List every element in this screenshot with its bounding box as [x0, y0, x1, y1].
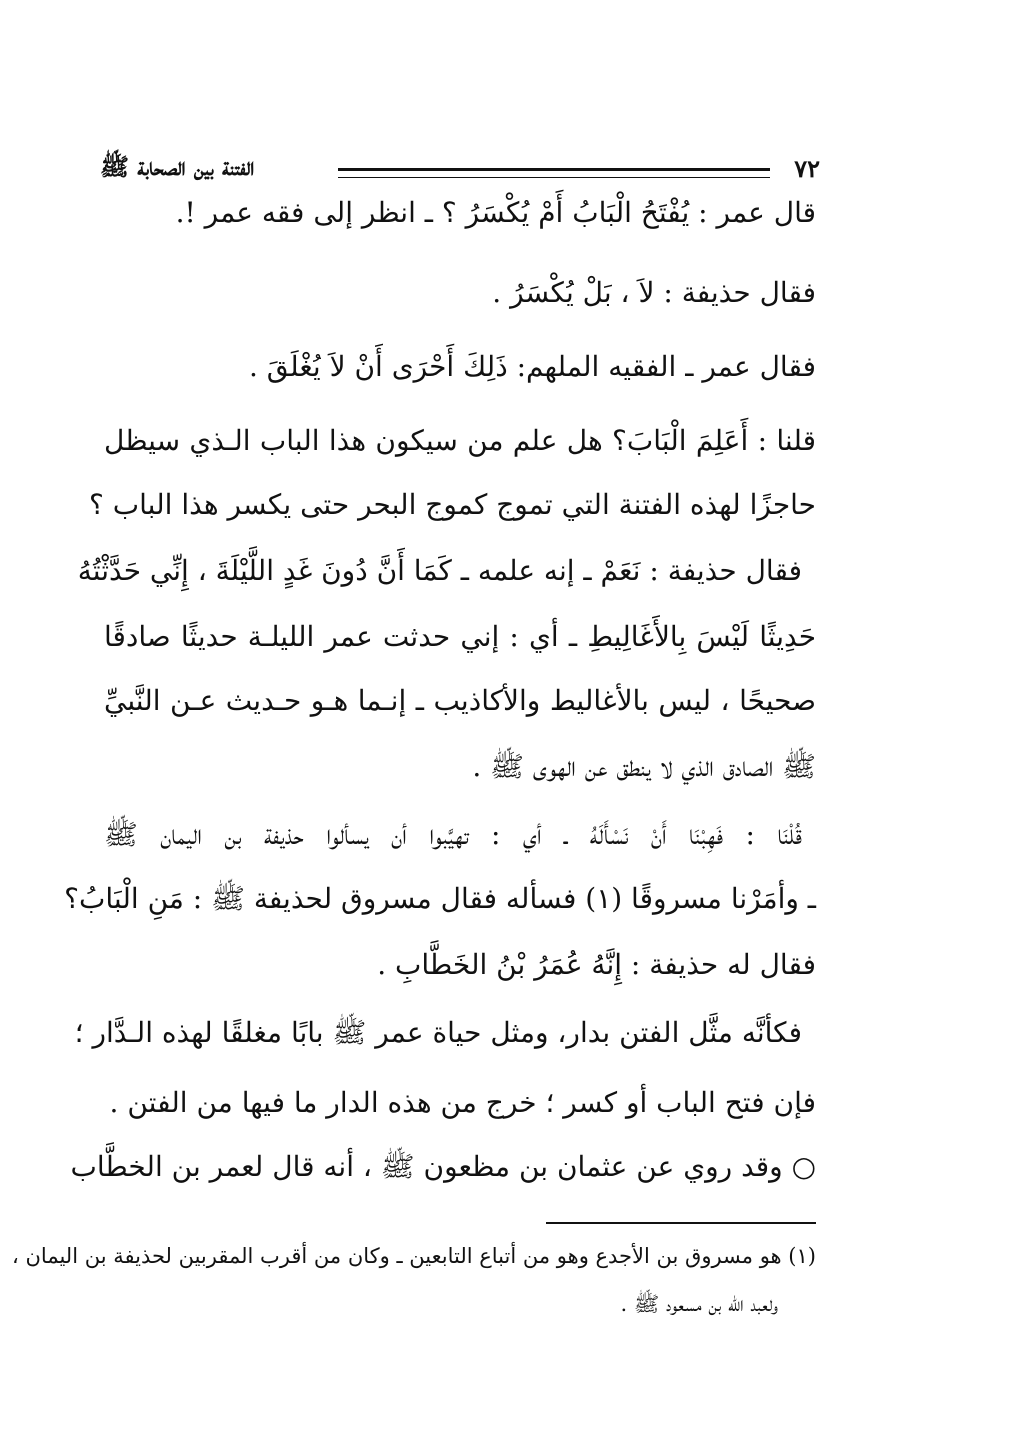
- text-line: قلنا : أَعَلِمَ الْبَابَ؟ هل علم من سيكون هذا الباب الـذي سيظل: [104, 424, 816, 457]
- text-line: فكأنَّه مثَّل الفتن بدار، ومثل حياة عمر ﷺ بابًا مغلقًا لهذه الـدَّار ؛: [74, 1016, 802, 1049]
- text-line: قال عمر : يُفْتَحُ الْبَابُ أَمْ يُكْسَرُ ؟ ـ انظر إلى فقه عمر !.: [175, 196, 816, 229]
- text-line: فقال له حذيفة : إِنَّهُ عُمَرُ بْنُ الخَطَّابِ .: [377, 948, 816, 981]
- text-line: قُلْنَا : فَهِبْنَا أَنْ نَسْأَلَهُ ـ أي : تهيَّبوا أن يسألوا حذيفة بن اليمان ﷺ: [104, 818, 802, 851]
- text-line: فقال حذيفة : نَعَمْ ـ إنه علمه ـ كَمَا أَنَّ دُونَ غَدٍ اللَّيْلَةَ ، إِنِّي حَدَّثْتُهُ: [77, 554, 802, 587]
- footnote-line: ولعبد الله بن مسعود ﷺ .: [620, 1292, 778, 1316]
- footnote: [12, 1232, 816, 1328]
- header-rule: [338, 168, 770, 178]
- page-number: ٧٢: [794, 154, 820, 183]
- running-title: الفتنة بين الصحابة ﷺ: [100, 152, 255, 181]
- text-line: صحيحًا ، ليس بالأغاليط والأكاذيب ـ إنـما هـو حـديث عـن النَّبيِّ: [104, 684, 816, 717]
- text-line: حَدِيثًا لَيْسَ بِالأَغَالِيطِ ـ أي : إني حدثت عمر الليلـة حديثًا صادقًا: [104, 620, 816, 653]
- text-line: حاجزًا لهذه الفتنة التي تموج كموج البحر حتى يكسر هذا الباب ؟: [89, 488, 816, 521]
- text-line: فقال حذيفة : لاَ ، بَلْ يُكْسَرُ .: [492, 276, 816, 309]
- running-header: [100, 150, 820, 186]
- text-line: ○ وقد روي عن عثمان بن مظعون ﷺ ، أنه قال لعمر بن الخطَّاب: [70, 1150, 816, 1183]
- text-line: فقال عمر ـ الفقيه الملهم: ذَلِكَ أَحْرَى أَنْ لاَ يُغْلَقَ .: [249, 350, 816, 383]
- text-line: ـ وأمَرْنا مسروقًا (١) فسأله فقال مسروق لحذيفة ﷺ : مَنِ الْبَابُ؟: [64, 882, 816, 915]
- text-line: ﷺ الصادق الذي لا ينطق عن الهوى ﷺ .: [472, 750, 816, 783]
- text-line: فإن فتح الباب أو كسر ؛ خرج من هذه الدار ما فيها من الفتن .: [109, 1086, 816, 1119]
- footnote-line: (١) هو مسروق بن الأجدع وهو من أتباع التابعين ـ وكان من أقرب المقربين لحذيفة بن اليمان ،: [12, 1244, 816, 1268]
- footnote-separator: [546, 1222, 816, 1224]
